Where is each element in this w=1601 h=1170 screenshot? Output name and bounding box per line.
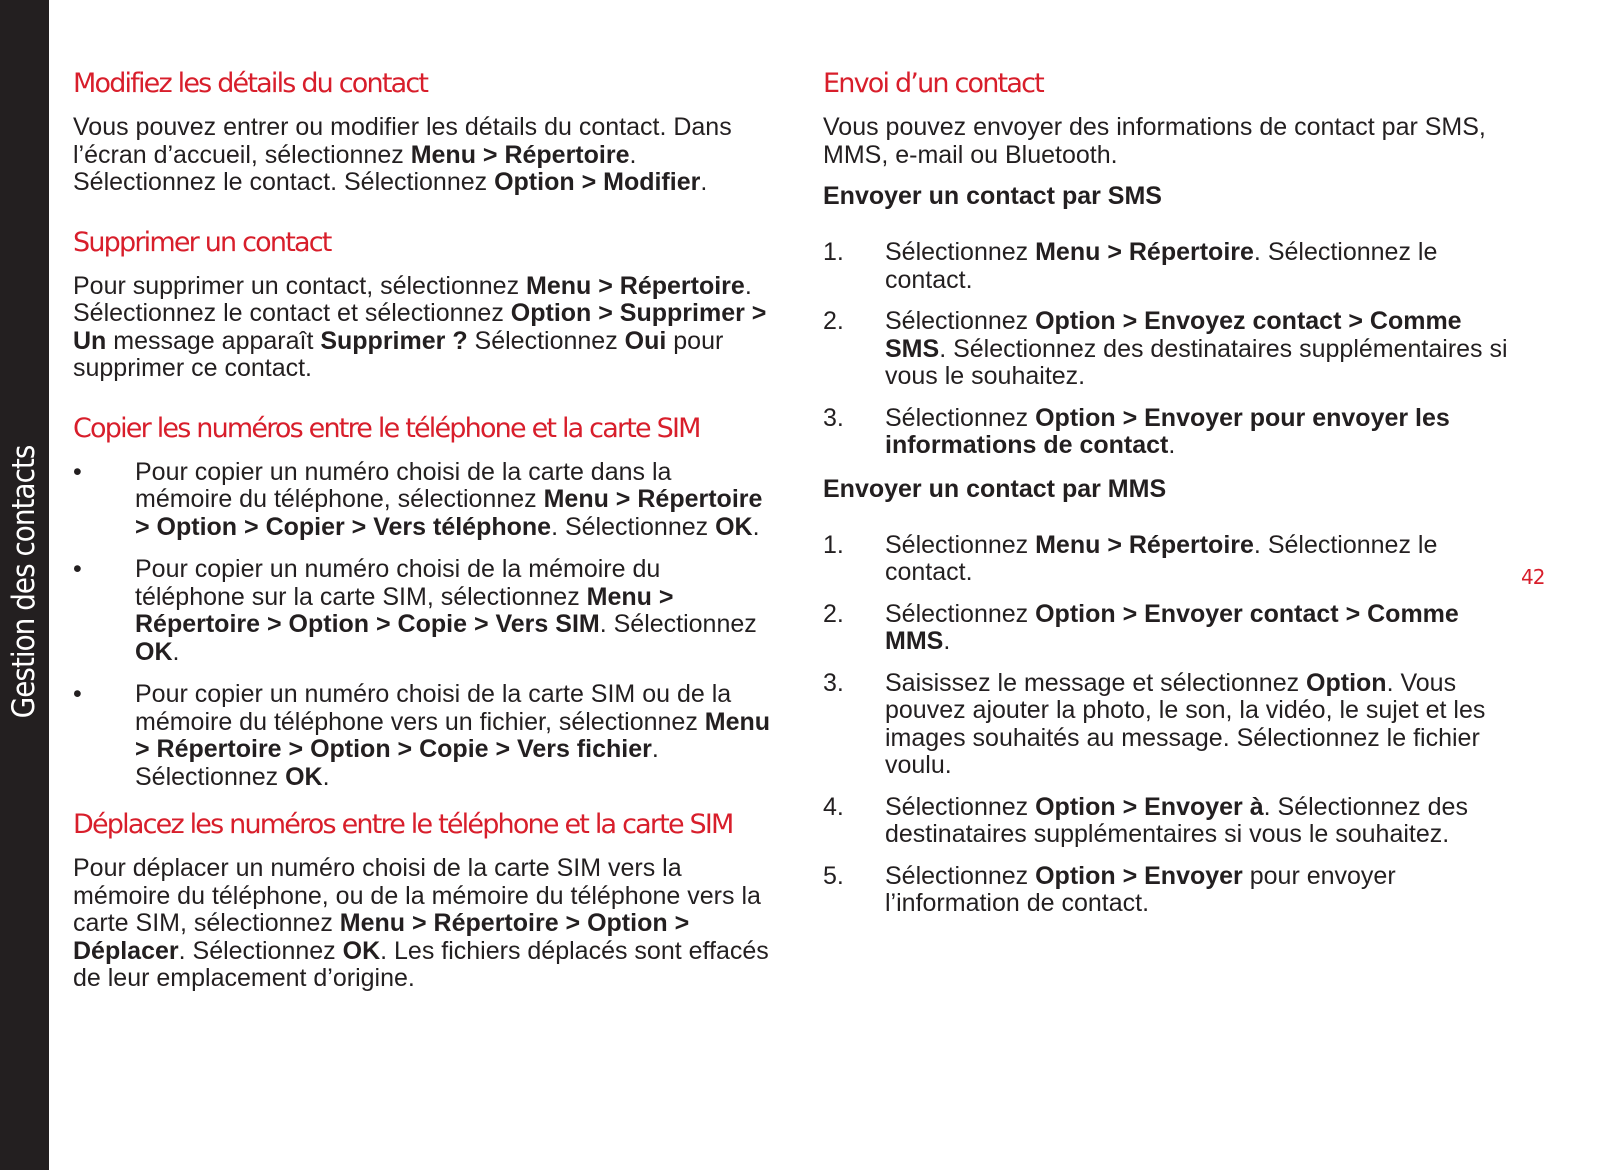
copy-bullet-list bbox=[73, 459, 773, 792]
section-title-delete: Supprimer un contact bbox=[73, 226, 331, 258]
paragraph-delete: Pour supprimer un contact, sélectionnez Menu > Répertoire. Sélectionnez le contact et sélectionnez Option > Supprimer > Un message apparaît Supprimer ? Sélectionnez Oui pour supprimer ce contact. bbox=[73, 271, 767, 382]
bullet-icon: • bbox=[73, 555, 82, 583]
right-column bbox=[823, 66, 1523, 932]
page-number: 42 bbox=[1521, 565, 1545, 589]
section-title-move: Déplacez les numéros entre le téléphone et la carte SIM bbox=[73, 809, 733, 840]
list-item: • Pour copier un numéro choisi de la carte dans la mémoire du téléphone, sélectionnez Menu > Répertoire > Option > Copier > Vers téléphone. Sélectionnez OK. bbox=[73, 457, 763, 541]
side-tab bbox=[0, 0, 49, 1170]
bullet-icon: • bbox=[73, 457, 82, 486]
list-item: 3. Saisissez le message et sélectionnez Option. Vous pouvez ajouter la photo, le son, la vidéo, le sujet et les images souhaités au message. Sélectionnez le fichier voulu. bbox=[823, 668, 1486, 779]
list-item: 1. Sélectionnez Menu > Répertoire. Sélectionnez le contact. bbox=[823, 238, 1438, 294]
bullet-icon: • bbox=[73, 680, 82, 708]
list-item: 1. Sélectionnez Menu > Répertoire. Sélectionnez le contact. bbox=[823, 530, 1438, 586]
section-title-send: Envoi d’un contact bbox=[823, 68, 1043, 99]
section-title-copy: Copier les numéros entre le téléphone et la carte SIM bbox=[73, 412, 700, 444]
mms-steps bbox=[823, 532, 1523, 918]
section-title-modify: Modifiez les détails du contact bbox=[73, 68, 428, 99]
list-item: • Pour copier un numéro choisi de la mémoire du téléphone sur la carte SIM, sélectionnez Menu > Répertoire > Option > Copie > Vers SIM. Sélectionnez OK. bbox=[73, 555, 757, 666]
sms-steps bbox=[823, 239, 1523, 460]
subheading-sms: Envoyer un contact par SMS bbox=[823, 182, 1162, 210]
list-item: 4. Sélectionnez Option > Envoyer à. Sélectionnez des destinataires supplémentaires si vous le souhaitez. bbox=[823, 792, 1468, 848]
list-item: 2. Sélectionnez Option > Envoyer contact > Comme MMS. bbox=[823, 599, 1459, 655]
paragraph-modify: Vous pouvez entrer ou modifier les détails du contact. Dans l’écran d’accueil, sélectionnez Menu > Répertoire. Sélectionnez le contact. Sélectionnez Option > Modifier. bbox=[73, 113, 732, 196]
list-item: 2. Sélectionnez Option > Envoyez contact > Comme SMS. Sélectionnez des destinataires supplémentaires si vous le souhaitez. bbox=[823, 307, 1508, 390]
paragraph-move: Pour déplacer un numéro choisi de la carte SIM vers la mémoire du téléphone, ou de la mémoire du téléphone vers la carte SIM, sélectionnez Menu > Répertoire > Option > Déplacer. Sélectionnez OK. Les fichiers déplacés sont effacés de leur emplacement d’origine. bbox=[73, 854, 769, 992]
list-item: 3. Sélectionnez Option > Envoyer pour envoyer les informations de contact. bbox=[823, 403, 1450, 459]
left-column bbox=[73, 66, 773, 993]
subheading-mms: Envoyer un contact par MMS bbox=[823, 474, 1167, 503]
list-item: 5. Sélectionnez Option > Envoyer pour envoyer l’information de contact. bbox=[823, 861, 1396, 917]
paragraph-send-intro: Vous pouvez envoyer des informations de contact par SMS, MMS, e-mail ou Bluetooth. bbox=[823, 113, 1486, 169]
list-item: • Pour copier un numéro choisi de la carte SIM ou de la mémoire du téléphone vers un fichier, sélectionnez Menu > Répertoire > Option > Copie > Vers fichier. Sélectionnez OK. bbox=[73, 680, 771, 791]
side-tab-label: Gestion des contacts bbox=[6, 445, 42, 719]
